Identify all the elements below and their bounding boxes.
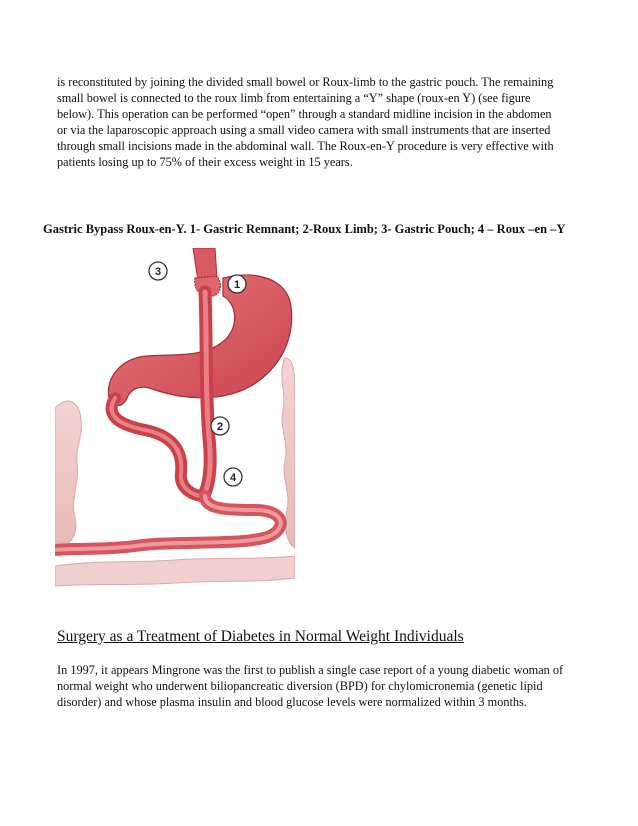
label-3-marker [149,262,167,280]
figure-caption: Gastric Bypass Roux-en-Y. 1- Gastric Remnant; 2-Roux Limb; 3- Gastric Pouch; 4 – Roux –en –Y [43,222,566,236]
colon-bottom [55,556,295,586]
section-heading: Surgery as a Treatment of Diabetes in Normal Weight Individuals [57,628,464,645]
body-paragraph: is reconstituted by joining the divided small bowel or Roux-limb to the gastric pouch. The remaining small bowel is connected to the roux limb from entertaining a “Y” shape (roux-en Y) (see figure below). This operation can be performed “open” through a standard midline incision in the abdomen or via the laparoscopic approach using a small video camera with small instruments that are inserted through small incisions made in the abdominal wall. The Roux-en-Y procedure is very effective with patients losing up to 75% of their excess weight in 15 years. [57,75,554,169]
label-1-marker [228,275,246,293]
body-paragraph: In 1997, it appears Mingrone was the first to publish a single case report of a young diabetic woman of normal weight who underwent biliopancreatic diversion (BPD) for chylomicronemia (genetic lipid disorder) and whose plasma insulin and blood glucose levels were normalized within 3 months. [57,663,564,709]
biliopancreatic-limb [112,398,203,496]
label-4-marker [224,468,242,486]
gastric-bypass-illustration [55,248,295,588]
label-2: 2 [216,421,224,433]
anatomy-drawing [55,248,295,588]
label-1: 1 [233,279,241,291]
colon-left [55,401,81,553]
label-4: 4 [229,472,237,484]
label-2-marker [211,417,229,435]
label-3: 3 [154,266,162,278]
